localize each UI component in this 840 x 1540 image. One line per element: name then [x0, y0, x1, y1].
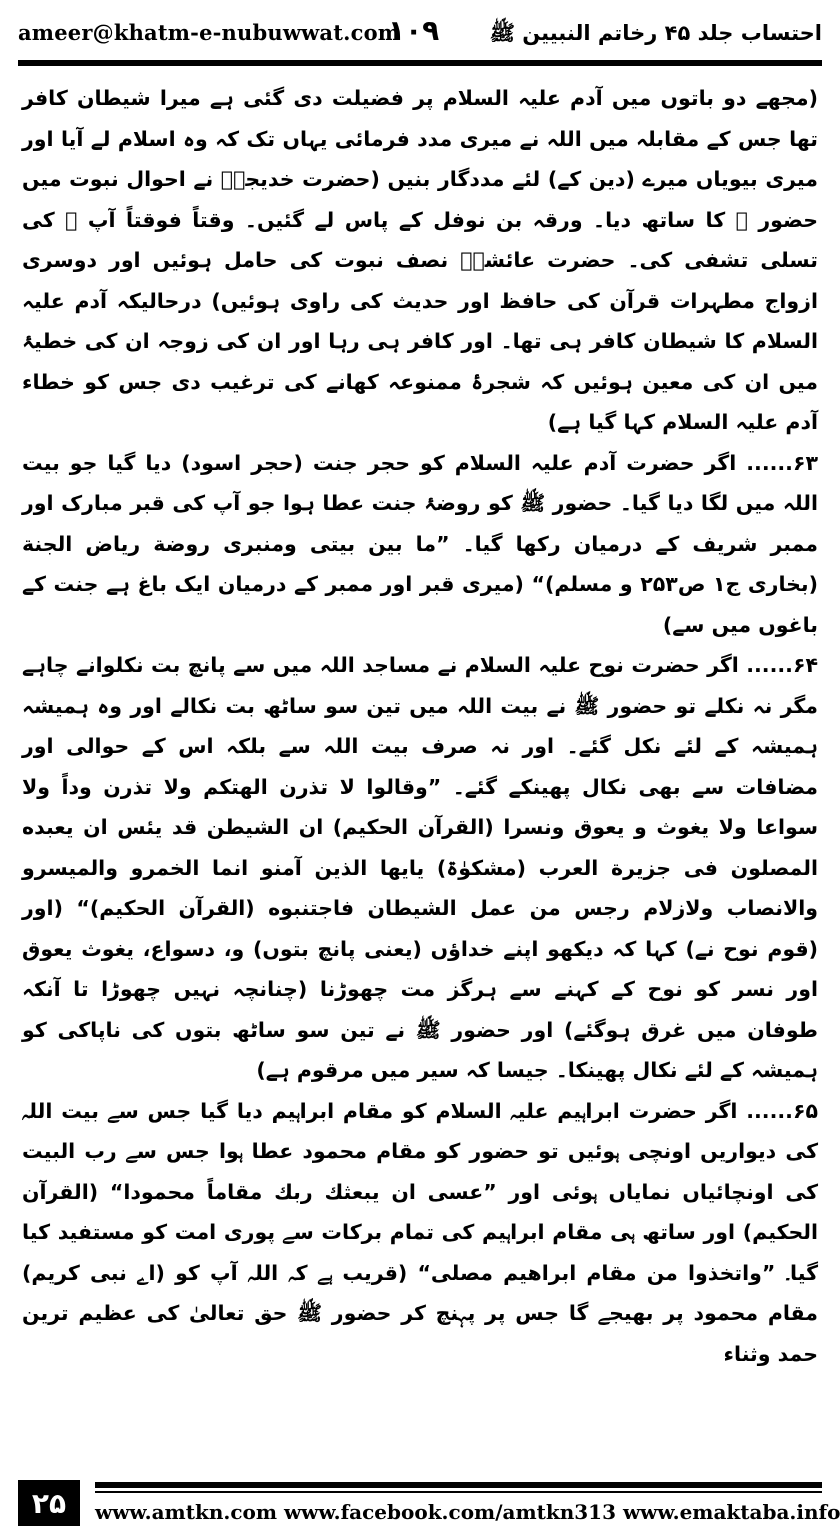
paragraph: ۶۳...... اگر حضرت آدم علیہ السلام کو حجر جنت (حجر اسود) دیا گیا جو بیت اللہ میں لگا دیا گیا۔ حضور ﷺ کو روضۂ جنت عطا ہوا جو آپ کی قبر مبارک اور ممبر شریف کے درمیان رکھا گیا۔ ”ما بین بیتی ومنبری روضة ریاض الجنة (بخاری ج۱ ص۲۵۳ و مسلم)“ (میری قبر اور ممبر کے درمیان ایک باغ ہے جنت کے باغوں میں سے) — [22, 450, 818, 637]
page-header — [18, 14, 822, 58]
paragraph: ۶۵...... اگر حضرت ابراہیم علیہ السلام کو مقام ابراہیم دیا گیا جس سے بیت اللہ کی دیواریں اونچی ہوئیں تو حضور کو مقام محمود عطا ہوا جس سے رب البیت کی اونچائیاں نمایاں ہوئی اور ”عسی ان یبعثك ربك مقاماً محمودا“ (القرآن الحکیم) اور ساتھ ہی مقام ابراہیم کی تمام برکات سے پوری امت کو مستفید کیا گیا۔ ”واتخذوا من مقام ابراهیم مصلی“ (قریب ہے کہ اللہ آپ کو (اے نبی کریم) مقام محمود پر بھیجے گا جس پر پہنچ کر حضور ﷺ حق تعالیٰ کی عظیم ترین حمد وثناء — [22, 1098, 818, 1366]
running-title: احتساب جلد ۴۵ رخاتم النبیین ﷺ — [489, 21, 822, 45]
header-rule — [18, 60, 822, 66]
header-page-number: ۱۰۹ — [388, 14, 440, 47]
paragraph: ۶۴...... اگر حضرت نوح علیہ السلام نے مساجد اللہ میں سے پانچ بت نکلوانے چاہے مگر نہ نکلے تو حضور ﷺ نے بیت اللہ میں تین سو ساٹھ بت نکالے اور وہ ہمیشہ ہمیشہ کے لئے نکل گئے۔ اور نہ صرف بیت اللہ سے بلکہ اس کے حوالی اور مضافات سے بھی نکال پھینکے گئے۔ ”وقالوا لا تذرن الهتکم ولا تذرن وداً ولا سواعا ولا یغوث و یعوق ونسرا (القرآن الحکیم) ان الشیطن قد یئس ان یعبده المصلون فی جزیرة العرب (مشکوٰۃ) یایها الذین آمنو انما الخمرو والمیسرو والانصاب ولازلام رجس من عمل الشیطان فاجتنبوه (القرآن الحکیم)“ (اور (قوم نوح نے) کہا کہ دیکھو اپنے خداؤں (یعنی پانچ بتوں) و، دسواع، یغوث یعوق اور نسر کو نوح کے کہنے سے ہرگز مت چھوڑنا (چنانچہ نہیں چھوڑا تا آنکہ طوفان میں غرق ہوگئے) اور حضور ﷺ نے تین سو ساٹھ بتوں کی ناپاکی کو ہمیشہ کے لئے نکال پھینکا۔ جیسا کہ سیر میں مرقوم ہے) — [22, 653, 818, 1082]
page-body — [22, 78, 818, 1468]
footer-links[interactable]: www.amtkn.com www.facebook.com/amtkn313 www.emaktaba.info — [95, 1500, 840, 1524]
footer-rule-thin — [95, 1491, 822, 1493]
header-email[interactable]: ameer@khatm-e-nubuwwat.com — [18, 20, 401, 45]
paragraph: (مجھے دو باتوں میں آدم علیہ السلام پر فضیلت دی گئی ہے میرا شیطان کافر تھا جس کے مقابلہ میں اللہ نے میری مدد فرمائی یہاں تک کہ وہ اسلام لے آیا اور میری بیویاں میرے (دین کے) لئے مددگار بنیں (حضرت خدیجہؓ نے احوال نبوت میں حضور ﷺ کا ساتھ دیا۔ ورقہ بن نوفل کے پاس لے گئیں۔ وقتاً فوقتاً آپ ﷺ کی تسلی تشفی کی۔ حضرت عائشہؓ نصف نبوت کی حامل ہوئیں اور دوسری ازواج مطہرات قرآن کی حافظ اور حدیث کی راوی ہوئیں) درحالیکہ آدم علیہ السلام کا شیطان کافر ہی تھا۔ اور کافر ہی رہا اور ان کی زوجہ ان کی خطیۂ میں ان کی معین ہوئیں کہ شجرۂ ممنوعہ کھانے کی ترغیب دی جس کو خطاء آدم علیہ السلام کہا گیا ہے) — [22, 86, 818, 434]
footer-page-number: ۲۵ — [18, 1480, 80, 1526]
footer-rule — [95, 1482, 822, 1488]
